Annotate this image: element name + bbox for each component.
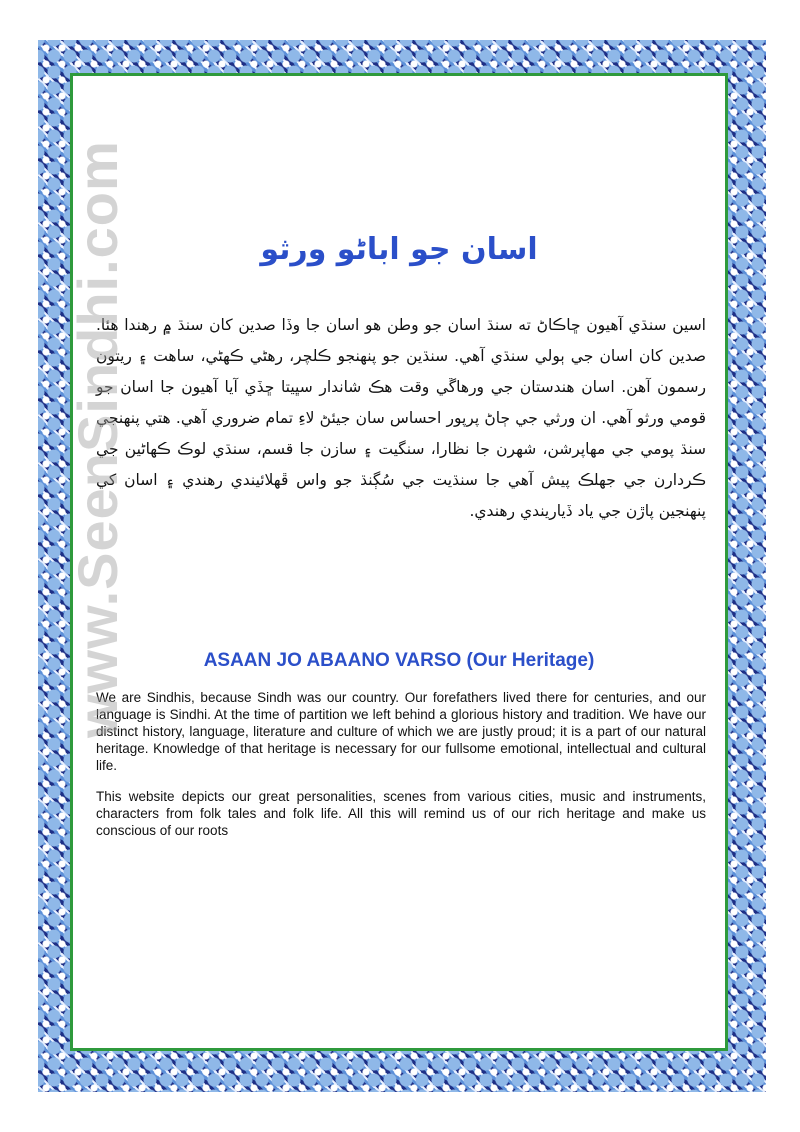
english-title: ASAAN JO ABAANO VARSO (Our Heritage) [203,650,595,671]
english-paragraph-1: We are Sindhis, because Sindh was our country. Our forefathers lived there for centuries, and our language is Sindhi. At the time of partition we left behind a glorious history and tradition. We have our distinct history, language, literature and culture of which we are justly proud; it is a part of our natural heritage. Knowledge of that heritage is necessary for our fullsome emotional, intellectual and cultural life. [96,690,706,773]
english-paragraph-2: This website depicts our great personalities, scenes from various cities, music and instruments, characters from folk tales and folk life. All this will remind us of our rich heritage and make us conscious of our roots [96,789,706,838]
sindhi-title: اسان جو اباڻو ورثو [260,232,538,267]
website-watermark: www.SeenSindhi.com [66,140,129,738]
content-panel [70,73,728,1051]
sindhi-paragraph: اسين سنڌي آهيون ڇاڪاڻ ته سنڌ اسان جو وطن هو اسان جا وڏا صدين کان سنڌ ۾ رهندا هئا. صدين کان اسان جي ٻولي سنڌي آهي. سنڌين جو پنهنجو ڪلچر، رهڻي ڪهڻي، ساهت ۽ ريتون رسمون آهن. اسان هندستان جي ورهاڱي وقت هڪ شاندار سڀيتا ڇڏي آيا آهيون جا اسان جو قومي ورثو آهي. ان ورثي جي ڄاڻ پرپور احساس سان جيئڻ لاءِ تمام ضروري آهي. هتي پنهنجي سنڌ پومي جي مهاپرشن، شهرن جا نظارا، سنگيت ۽ سازن جا قسم، سنڌي لوڪ ڪهاڻين جي ڪردارن جي جهلڪ پيش آهي جا سنڌيت جي سُڳنڌ جو واس ڦهلائيندي رهندي ۽ اسان کي پنهنجين پاڙن جي ياد ڏياريندي رهندي. [96,316,706,520]
